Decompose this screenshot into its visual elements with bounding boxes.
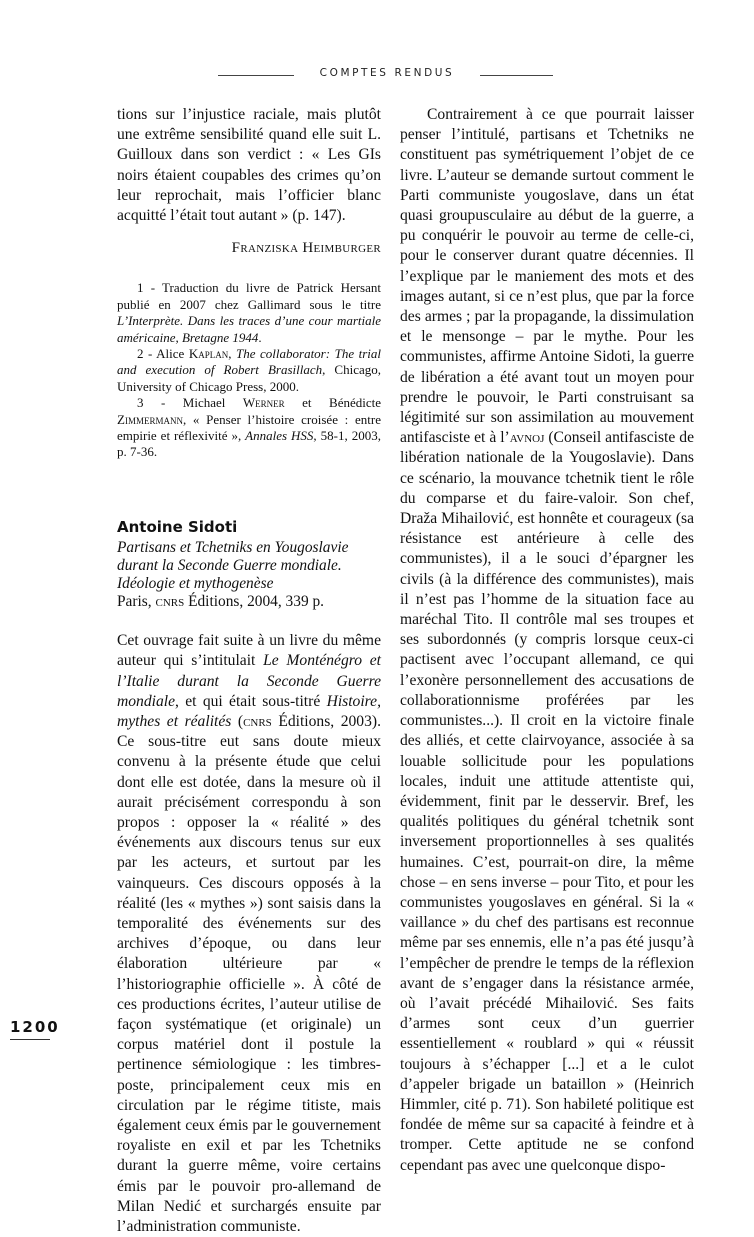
book-author: Antoine Sidoti [117,517,238,536]
header-rule-right [480,75,553,76]
reviewer-signature: Franziska Heimburger [231,240,381,257]
book-title-line: Idéologie et mythogenèse [117,575,274,593]
footnote-2: 2 - Alice Kaplan, The collaborator: The trial and execution of Robert Brasillach, Chicago, University of Chicago Press, 2000. [117,346,382,394]
book-title-line: Partisans et Tchetniks en Yougoslavie [117,539,349,557]
book-title-line: durant la Seconde Guerre mondiale. [117,557,342,575]
footnotes [117,280,381,460]
page-number-rule [10,1039,50,1040]
header-rule-left [218,75,294,76]
review-paragraph-1: Cet ouvrage fait suite à un livre du même auteur qui s’intitulait Le Monténégro et l’Italie durant la Seconde Guerre mondiale, et qui était sous-titré Histoire, mythes et réalités (cnrs Éditions, 2003). Ce sous-titre eut sans doute mieux convenu à la présente étude que celui dont elle est dotée, dans la mesure où il aurait précisément correspondu à son propos : opposer la « réalité » des événements aux discours tenus sur eux par les acteurs, et surtout par les vainqueurs. Ces discours opposés à la réalité (les « mythes ») sont saisis dans la temporalité des événements sur des archives d’époque, ou dans leur élaboration ultérieure par « l’historiographie officielle ». À côté de ces productions écrites, l’auteur utilise de façon systématique (et originale) un corpus matériel dont il postule la pertinence sémiologique : les timbres-poste, principalement ceux mis en circulation par le régime titiste, mais également ceux émis par le gouvernement royaliste en exil et par les Tchetniks durant la guerre même, voire certains émis par le pouvoir pro-allemand de Milan Nedić et surchargés ensuite par l’administration communiste. [117,632,381,1235]
review-paragraph-2: Contrairement à ce que pourrait laisser penser l’intitulé, partisans et Tchetniks ne constituent pas symétriquement l’objet de ce livre. L’auteur se demande surtout comment le Parti communiste yougoslave, dans un état quasi groupusculaire au début de la guerre, a pu conquérir le pouvoir au terme de celle-ci, pour le conserver durant quatre décennies. Il l’explique par le maniement des mots et des images autant, si ce n’est plus, que par la force des armes ; par la propagande, la dissimulation et le mensonge – par le mythe. Pour les communistes, affirme Antoine Sidoti, la guerre de libération a été avant tout un moyen pour prendre le pouvoir, le Parti construisant sa légitimité sur son assimilation au mouvement antifasciste et à l’avnoj (Conseil antifasciste de libération nationale de la Yougoslavie). Dans ce scénario, la mouvance tchetnik tient le rôle du comparse et du faire-valoir. Son chef, Draža Mihailović, est honnête et courageux (sa résistance est antérieure à celle des communistes), il a le souci d’épargner les civils (à la différence des communistes), mais il n’est pas l’homme de la situation face au maréchal Tito. Il contrôle mal ses troupes et ses subordonnés (y compris lorsque ceux-ci pactisent avec l’occupant allemand, ce qui l’exonère personnellement des accusations de collaborationnisme proférées par les communistes...). Il croit en la victoire finale des alliés, et cette clairvoyance, associée à sa louable sollicitude pour les populations locales, induit une attitude attentiste qui, évidemment, finit par le desservir. Bref, les qualités politiques du général tchetnik sont inversement proportionnelles à ses qualités humaines. C’est, pourrait-on dire, la même chose – en sens inverse – pour Tito, et pour les communistes yougoslaves en général. Si la « vaillance » du chef des partisans est reconnue même par ses ennemis, elle n’a pas été jusqu’à l’empêcher de prendre le temps de la réflexion avant de s’engager dans la résistance armée, où l’avait précédé Mihailović. Ses faits d’armes sont ceux d’un guerrier essentiellement « roublard » qui « réussit toujours à s’échapper [...] et a le culot d’appeler brigade un bataillon » (Heinrich Himmler, cité p. 71). Son habileté politique est fondée de même sur sa capacité à feindre et à tromper. Cette aptitude ne se confond cependant pas avec une quelconque dispo- [400,106,694,1174]
footnote-1: 1 - Traduction du livre de Patrick Hersant publié en 2007 chez Gallimard sous le titre L’Interprète. Dans les traces d’une cour martiale américaine, Bretagne 1944. [117,280,381,345]
page-number: 1200 [10,1018,60,1036]
running-header: COMPTES RENDUS [319,67,455,79]
book-publication: Paris, cnrs Éditions, 2004, 339 p. [117,593,325,611]
review-continuation: tions sur l’injustice raciale, mais plutôt une extrême sensibilité quand elle suit L. Guilloux dans son verdict : « Les GIs noirs étaient coupables des crimes qu’on leur reprochait, mais l’officier blanc acquitté l’était tout autant » (p. 147). [117,106,381,225]
footnote-3: 3 - Michael Werner et Bénédicte Zimmermann, « Penser l’histoire croisée : entre empirie et réflexivité », Annales HSS, 58-1, 2003, p. 7-36. [117,395,382,460]
left-column [117,105,381,1237]
right-column [400,105,694,1176]
book-reference [117,517,381,611]
